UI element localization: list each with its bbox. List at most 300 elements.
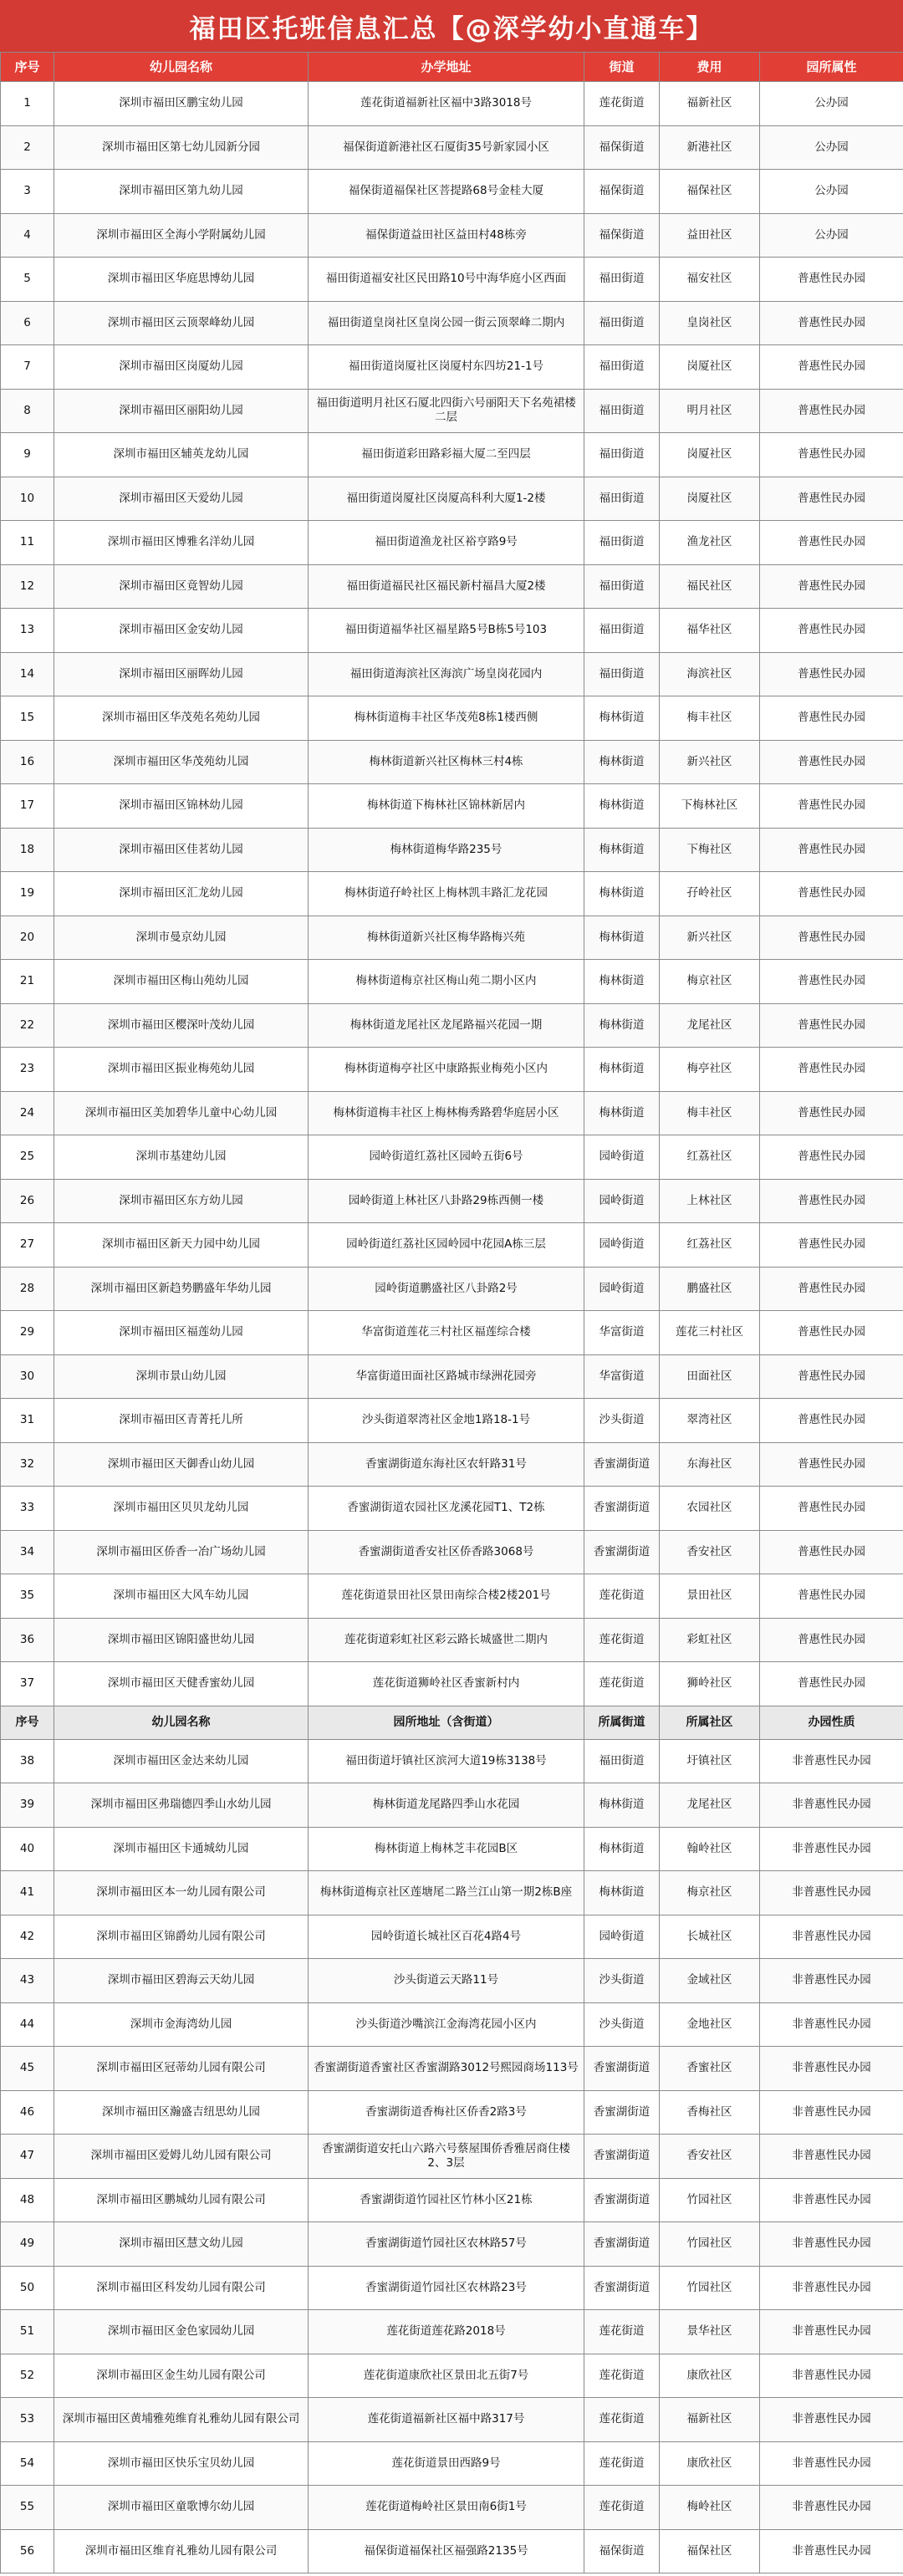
cell-col-index: 22: [1, 1003, 54, 1048]
cell-col-community: 香梅社区: [660, 2090, 760, 2135]
cell-col-index: 2: [1, 125, 54, 170]
cell-col-index: 24: [1, 1091, 54, 1135]
cell-col-name: 深圳市曼京幼儿园: [54, 916, 309, 960]
cell-col-street: 香蜜湖街道: [584, 2178, 660, 2222]
cell-col-street: 香蜜湖街道: [584, 2090, 660, 2135]
cell-col-index: 35: [1, 1574, 54, 1619]
cell-col-type: 非普惠性民办园: [760, 2090, 903, 2135]
cell-col-index: 13: [1, 609, 54, 653]
cell-col-index: 17: [1, 784, 54, 829]
cell-col-address: 梅林街道龙尾社区龙尾路福兴花园一期: [309, 1003, 584, 1048]
table-row: [1, 1530, 903, 1574]
table-row: [1, 2486, 903, 2530]
cell-col-community: 福保社区: [660, 170, 760, 214]
cell-col-community: 福民社区: [660, 564, 760, 609]
cell-col-street: 梅林街道: [584, 1871, 660, 1915]
cell-col-type: 普惠性民办园: [760, 1574, 903, 1619]
cell-col-community: 鹏盛社区: [660, 1267, 760, 1311]
cell-col-street: 梅林街道: [584, 696, 660, 741]
cell-col-community: 岗厦社区: [660, 345, 760, 390]
cell-col-address: 福田街道皇岗社区皇岗公园一街云顶翠峰二期内: [309, 301, 584, 345]
cell-col-address: 梅林街道梅丰社区上梅林梅秀路碧华庭居小区: [309, 1091, 584, 1135]
cell-col-community: 梅岭社区: [660, 2486, 760, 2530]
table-row: [1, 1223, 903, 1268]
cell-col-name: 深圳市福田区梅山苑幼儿园: [54, 960, 309, 1004]
cell-col-community: 梅亭社区: [660, 1048, 760, 1092]
cell-col-address: 福田街道福安社区民田路10号中海华庭小区西面: [309, 258, 584, 302]
cell-col-community: 景田社区: [660, 1574, 760, 1619]
cell-col-type: 普惠性民办园: [760, 828, 903, 872]
cell-col-street: 莲花街道: [584, 1618, 660, 1662]
cell-col-street: 莲花街道: [584, 1662, 660, 1706]
cell-col-type: 普惠性民办园: [760, 872, 903, 916]
cell-col-index: 27: [1, 1223, 54, 1268]
cell-col-street: 香蜜湖街道: [584, 1487, 660, 1531]
cell-col-type: 普惠性民办园: [760, 1179, 903, 1223]
cell-col-type: 普惠性民办园: [760, 564, 903, 609]
cell-col-community: 龙尾社区: [660, 1003, 760, 1048]
cell-col-address: 香蜜湖街道香安社区侨香路3068号: [309, 1530, 584, 1574]
header-col-index: 序号: [1, 53, 54, 82]
table-row: [1, 1003, 903, 1048]
table-row: [1, 872, 903, 916]
cell-col-community: 香蜜社区: [660, 2047, 760, 2091]
cell-col-index: 54: [1, 2441, 54, 2486]
cell-col-index: 32: [1, 1442, 54, 1487]
cell-col-community: 香安社区: [660, 2135, 760, 2179]
cell-col-index: 45: [1, 2047, 54, 2091]
cell-col-street: 福田街道: [584, 258, 660, 302]
cell-col-name: 深圳市福田区黄埔雅苑维育礼雅幼儿园有限公司: [54, 2398, 309, 2442]
cell-col-community: 新港社区: [660, 125, 760, 170]
cell-col-index: 5: [1, 258, 54, 302]
cell-col-type: 普惠性民办园: [760, 477, 903, 521]
cell-col-type: 非普惠性民办园: [760, 2486, 903, 2530]
cell-col-index: 25: [1, 1135, 54, 1180]
cell-col-type: 普惠性民办园: [760, 1442, 903, 1487]
cell-col-street: 梅林街道: [584, 1827, 660, 1871]
table-row: [1, 477, 903, 521]
cell-col-community: 景华社区: [660, 2310, 760, 2354]
cell-col-type: 非普惠性民办园: [760, 1739, 903, 1783]
cell-col-type: 普惠性民办园: [760, 1003, 903, 1048]
cell-col-address: 梅林街道孖岭社区上梅林凯丰路汇龙花园: [309, 872, 584, 916]
cell-col-index: 31: [1, 1399, 54, 1443]
cell-col-community: 康欣社区: [660, 2354, 760, 2398]
cell-col-address: 梅林街道新兴社区梅林三村4栋: [309, 740, 584, 784]
cell-col-community: 农园社区: [660, 1487, 760, 1531]
cell-col-name: 深圳市福田区第七幼儿园新分园: [54, 125, 309, 170]
cell-col-type: 普惠性民办园: [760, 652, 903, 696]
table-row: [1, 258, 903, 302]
cell-col-name: 深圳市福田区鹏城幼儿园有限公司: [54, 2178, 309, 2222]
cell-col-street: 梅林街道: [584, 740, 660, 784]
cell-col-address: 香蜜湖街道农园社区龙溪花园T1、T2栋: [309, 1487, 584, 1531]
table-row: [1, 2178, 903, 2222]
cell-col-community: 龙尾社区: [660, 1783, 760, 1828]
table-row: [1, 2090, 903, 2135]
section-subheader-row: [1, 1706, 903, 1739]
cell-col-street: 香蜜湖街道: [584, 1530, 660, 1574]
cell-col-name: 深圳市福田区全海小学附属幼儿园: [54, 213, 309, 258]
table-row: [1, 433, 903, 477]
cell-col-community: 康欣社区: [660, 2441, 760, 2486]
cell-col-index: 1: [1, 82, 54, 126]
cell-col-community: 孖岭社区: [660, 872, 760, 916]
cell-col-street: 莲花街道: [584, 2354, 660, 2398]
cell-col-name: 深圳市基建幼儿园: [54, 1135, 309, 1180]
cell-col-street: 福保街道: [584, 213, 660, 258]
cell-col-address: 香蜜湖街道竹园社区农林路57号: [309, 2222, 584, 2267]
table-row: [1, 1091, 903, 1135]
table-row: [1, 1354, 903, 1399]
table-row: [1, 2354, 903, 2398]
cell-col-community: 狮岭社区: [660, 1662, 760, 1706]
table-body: [1, 82, 903, 2573]
cell-col-name: 深圳市福田区维育礼雅幼儿园有限公司: [54, 2529, 309, 2573]
table-row: [1, 2398, 903, 2442]
table-row: [1, 1574, 903, 1619]
cell-col-name: 深圳市福田区卡通城幼儿园: [54, 1827, 309, 1871]
table-row: [1, 1827, 903, 1871]
cell-col-community: 新兴社区: [660, 740, 760, 784]
header-col-address: 办学地址: [309, 53, 584, 82]
table-row: [1, 1135, 903, 1180]
cell-col-name: 深圳市景山幼儿园: [54, 1354, 309, 1399]
cell-col-community: 下梅林社区: [660, 784, 760, 829]
table-row: [1, 1783, 903, 1828]
cell-col-address: 梅林街道龙尾路四季山水花园: [309, 1783, 584, 1828]
cell-col-address: 福保街道福保社区菩提路68号金桂大厦: [309, 170, 584, 214]
table-row: [1, 125, 903, 170]
cell-col-address: 园岭街道上林社区八卦路29栋西侧一楼: [309, 1179, 584, 1223]
cell-col-address: 梅林街道梅亭社区中康路振业梅苑小区内: [309, 1048, 584, 1092]
cell-col-name: 深圳市福田区天御香山幼儿园: [54, 1442, 309, 1487]
cell-col-address: 香蜜湖街道香梅社区侨香2路3号: [309, 2090, 584, 2135]
cell-col-name: 深圳市福田区本一幼儿园有限公司: [54, 1871, 309, 1915]
cell-col-name: 深圳市福田区樱深叶茂幼儿园: [54, 1003, 309, 1048]
cell-col-index: 20: [1, 916, 54, 960]
cell-col-type: 非普惠性民办园: [760, 2354, 903, 2398]
cell-col-name: 深圳市福田区锦爵幼儿园有限公司: [54, 1915, 309, 1959]
cell-col-address: 福田街道渔龙社区裕亨路9号: [309, 521, 584, 565]
cell-col-name: 深圳市福田区天爱幼儿园: [54, 477, 309, 521]
cell-col-community: 彩虹社区: [660, 1618, 760, 1662]
cell-col-type: 普惠性民办园: [760, 1487, 903, 1531]
cell-col-street: 园岭街道: [584, 1179, 660, 1223]
cell-col-address: 莲花街道福新社区福中3路3018号: [309, 82, 584, 126]
cell-col-name: 深圳市福田区快乐宝贝幼儿园: [54, 2441, 309, 2486]
cell-col-type: 普惠性民办园: [760, 784, 903, 829]
cell-col-type: 公办园: [760, 125, 903, 170]
header-col-name: 幼儿园名称: [54, 53, 309, 82]
cell-col-community: 翰岭社区: [660, 1827, 760, 1871]
cell-col-street: 梅林街道: [584, 1048, 660, 1092]
cell-col-street: 福田街道: [584, 345, 660, 390]
cell-col-street: 福田街道: [584, 521, 660, 565]
table-row: [1, 1311, 903, 1355]
cell-col-index: 26: [1, 1179, 54, 1223]
cell-col-address: 莲花街道康欣社区景田北五街7号: [309, 2354, 584, 2398]
table-row: [1, 2047, 903, 2091]
cell-col-type: 非普惠性民办园: [760, 2310, 903, 2354]
cell-col-type: 非普惠性民办园: [760, 2002, 903, 2047]
cell-col-address: 华富街道莲花三村社区福莲综合楼: [309, 1311, 584, 1355]
cell-col-index: 53: [1, 2398, 54, 2442]
cell-col-index: 50: [1, 2266, 54, 2310]
table-row: [1, 2135, 903, 2179]
cell-col-community: 皇岗社区: [660, 301, 760, 345]
table-row: [1, 1871, 903, 1915]
cell-col-type: 非普惠性民办园: [760, 2178, 903, 2222]
cell-col-street: 莲花街道: [584, 2441, 660, 2486]
cell-col-street: 福田街道: [584, 564, 660, 609]
cell-col-index: 7: [1, 345, 54, 390]
cell-col-type: 普惠性民办园: [760, 916, 903, 960]
cell-col-community: 圩镇社区: [660, 1739, 760, 1783]
cell-col-name: 深圳市福田区岗厦幼儿园: [54, 345, 309, 390]
cell-col-community: 福安社区: [660, 258, 760, 302]
cell-col-community: 梅丰社区: [660, 696, 760, 741]
cell-col-name: 深圳市福田区童歌博尔幼儿园: [54, 2486, 309, 2530]
cell-col-community: 竹园社区: [660, 2222, 760, 2267]
cell-col-street: 香蜜湖街道: [584, 2047, 660, 2091]
subheader-col-index: 序号: [1, 1706, 54, 1739]
cell-col-type: 非普惠性民办园: [760, 2529, 903, 2573]
cell-col-index: 46: [1, 2090, 54, 2135]
cell-col-community: 福保社区: [660, 2529, 760, 2573]
cell-col-type: 普惠性民办园: [760, 1530, 903, 1574]
cell-col-name: 深圳市福田区天健香蜜幼儿园: [54, 1662, 309, 1706]
cell-col-street: 福田街道: [584, 301, 660, 345]
table-row: [1, 1048, 903, 1092]
cell-col-name: 深圳市福田区金达来幼儿园: [54, 1739, 309, 1783]
cell-col-address: 福田街道海滨社区海滨广场皇岗花园内: [309, 652, 584, 696]
cell-col-name: 深圳市福田区丽阳幼儿园: [54, 389, 309, 433]
cell-col-community: 红荔社区: [660, 1223, 760, 1268]
cell-col-index: 52: [1, 2354, 54, 2398]
cell-col-index: 23: [1, 1048, 54, 1092]
cell-col-type: 普惠性民办园: [760, 1662, 903, 1706]
cell-col-community: 福新社区: [660, 2398, 760, 2442]
subheader-col-community: 所属社区: [660, 1706, 760, 1739]
cell-col-index: 56: [1, 2529, 54, 2573]
cell-col-name: 深圳市金海湾幼儿园: [54, 2002, 309, 2047]
cell-col-community: 金地社区: [660, 2002, 760, 2047]
subheader-col-street: 所属街道: [584, 1706, 660, 1739]
cell-col-name: 深圳市福田区瀚盛吉纽思幼儿园: [54, 2090, 309, 2135]
cell-col-index: 30: [1, 1354, 54, 1399]
cell-col-type: 普惠性民办园: [760, 1399, 903, 1443]
cell-col-street: 梅林街道: [584, 1091, 660, 1135]
cell-col-type: 普惠性民办园: [760, 1048, 903, 1092]
cell-col-address: 莲花街道彩虹社区彩云路长城盛世二期内: [309, 1618, 584, 1662]
cell-col-community: 竹园社区: [660, 2266, 760, 2310]
cell-col-community: 梅京社区: [660, 1871, 760, 1915]
cell-col-name: 深圳市福田区金生幼儿园有限公司: [54, 2354, 309, 2398]
cell-col-name: 深圳市福田区振业梅苑幼儿园: [54, 1048, 309, 1092]
cell-col-name: 深圳市福田区侨香一冶广场幼儿园: [54, 1530, 309, 1574]
cell-col-street: 福保街道: [584, 170, 660, 214]
cell-col-street: 福田街道: [584, 477, 660, 521]
cell-col-name: 深圳市福田区青菁托儿所: [54, 1399, 309, 1443]
cell-col-type: 普惠性民办园: [760, 301, 903, 345]
cell-col-community: 下梅社区: [660, 828, 760, 872]
subheader-col-type: 办园性质: [760, 1706, 903, 1739]
table-row: [1, 1487, 903, 1531]
table-row: [1, 1959, 903, 2003]
cell-col-street: 香蜜湖街道: [584, 2222, 660, 2267]
cell-col-type: 普惠性民办园: [760, 609, 903, 653]
cell-col-street: 园岭街道: [584, 1135, 660, 1180]
cell-col-community: 新兴社区: [660, 916, 760, 960]
table-row: [1, 1662, 903, 1706]
cell-col-address: 福田街道岗厦社区岗厦村东四坊21-1号: [309, 345, 584, 390]
cell-col-address: 园岭街道长城社区百花4路4号: [309, 1915, 584, 1959]
cell-col-street: 梅林街道: [584, 872, 660, 916]
cell-col-index: 21: [1, 960, 54, 1004]
table-row: [1, 828, 903, 872]
cell-col-street: 梅林街道: [584, 784, 660, 829]
cell-col-address: 莲花街道景田西路9号: [309, 2441, 584, 2486]
cell-col-street: 福保街道: [584, 125, 660, 170]
cell-col-index: 48: [1, 2178, 54, 2222]
cell-col-address: 福田街道岗厦社区岗厦高科利大厦1-2楼: [309, 477, 584, 521]
cell-col-street: 莲花街道: [584, 2310, 660, 2354]
table-row: [1, 1399, 903, 1443]
cell-col-street: 莲花街道: [584, 82, 660, 126]
cell-col-community: 岗厦社区: [660, 433, 760, 477]
cell-col-community: 梅京社区: [660, 960, 760, 1004]
cell-col-type: 普惠性民办园: [760, 1091, 903, 1135]
cell-col-street: 福田街道: [584, 433, 660, 477]
cell-col-street: 园岭街道: [584, 1915, 660, 1959]
cell-col-index: 4: [1, 213, 54, 258]
cell-col-street: 福田街道: [584, 1739, 660, 1783]
table-row: [1, 696, 903, 741]
cell-col-name: 深圳市福田区辅英龙幼儿园: [54, 433, 309, 477]
cell-col-community: 明月社区: [660, 389, 760, 433]
table-row: [1, 170, 903, 214]
cell-col-index: 55: [1, 2486, 54, 2530]
table-row: [1, 389, 903, 433]
cell-col-community: 金域社区: [660, 1959, 760, 2003]
cell-col-index: 15: [1, 696, 54, 741]
cell-col-name: 深圳市福田区冠蒂幼儿园有限公司: [54, 2047, 309, 2091]
cell-col-address: 梅林街道梅京社区梅山苑二期小区内: [309, 960, 584, 1004]
cell-col-name: 深圳市福田区贝贝龙幼儿园: [54, 1487, 309, 1531]
table-row: [1, 652, 903, 696]
header-col-type: 园所属性: [760, 53, 903, 82]
cell-col-street: 沙头街道: [584, 1399, 660, 1443]
cell-col-address: 香蜜湖街道东海社区农轩路31号: [309, 1442, 584, 1487]
table-row: [1, 564, 903, 609]
cell-col-address: 沙头街道翠湾社区金地1路18-1号: [309, 1399, 584, 1443]
cell-col-name: 深圳市福田区华庭思博幼儿园: [54, 258, 309, 302]
cell-col-index: 19: [1, 872, 54, 916]
cell-col-address: 园岭街道红荔社区园岭五街6号: [309, 1135, 584, 1180]
cell-col-address: 沙头街道沙嘴滨江金海湾花园小区内: [309, 2002, 584, 2047]
cell-col-address: 华富街道田面社区路城市绿洲花园旁: [309, 1354, 584, 1399]
table-row: [1, 1739, 903, 1783]
cell-col-type: 普惠性民办园: [760, 696, 903, 741]
cell-col-address: 福保街道福保社区福强路2135号: [309, 2529, 584, 2573]
cell-col-address: 香蜜湖街道竹园社区农林路23号: [309, 2266, 584, 2310]
cell-col-community: 红荔社区: [660, 1135, 760, 1180]
table-row: [1, 916, 903, 960]
cell-col-street: 梅林街道: [584, 828, 660, 872]
cell-col-address: 莲花街道莲花路2018号: [309, 2310, 584, 2354]
cell-col-street: 华富街道: [584, 1311, 660, 1355]
cell-col-street: 梅林街道: [584, 960, 660, 1004]
cell-col-name: 深圳市福田区大风车幼儿园: [54, 1574, 309, 1619]
cell-col-community: 田面社区: [660, 1354, 760, 1399]
cell-col-index: 29: [1, 1311, 54, 1355]
cell-col-street: 华富街道: [584, 1354, 660, 1399]
cell-col-community: 翠湾社区: [660, 1399, 760, 1443]
cell-col-street: 梅林街道: [584, 916, 660, 960]
cell-col-street: 福田街道: [584, 389, 660, 433]
cell-col-address: 香蜜湖街道安托山六路六号蔡屋围侨香雅居商住楼2、3层: [309, 2135, 584, 2179]
cell-col-community: 竹园社区: [660, 2178, 760, 2222]
cell-col-name: 深圳市福田区鹏宝幼儿园: [54, 82, 309, 126]
cell-col-type: 非普惠性民办园: [760, 2266, 903, 2310]
cell-col-street: 沙头街道: [584, 2002, 660, 2047]
cell-col-type: 非普惠性民办园: [760, 2222, 903, 2267]
table-row: [1, 1442, 903, 1487]
cell-col-name: 深圳市福田区华茂苑幼儿园: [54, 740, 309, 784]
cell-col-type: 公办园: [760, 82, 903, 126]
table-row: [1, 2222, 903, 2267]
cell-col-street: 福保街道: [584, 2529, 660, 2573]
cell-col-index: 44: [1, 2002, 54, 2047]
cell-col-index: 3: [1, 170, 54, 214]
cell-col-index: 38: [1, 1739, 54, 1783]
cell-col-address: 福田街道彩田路彩福大厦二至四层: [309, 433, 584, 477]
cell-col-type: 非普惠性民办园: [760, 1959, 903, 2003]
cell-col-address: 梅林街道下梅林社区锦林新居内: [309, 784, 584, 829]
cell-col-type: 公办园: [760, 213, 903, 258]
cell-col-name: 深圳市福田区华茂苑名苑幼儿园: [54, 696, 309, 741]
cell-col-index: 9: [1, 433, 54, 477]
cell-col-address: 园岭街道鹏盛社区八卦路2号: [309, 1267, 584, 1311]
cell-col-index: 28: [1, 1267, 54, 1311]
table-row: [1, 960, 903, 1004]
table-row: [1, 521, 903, 565]
cell-col-address: 莲花街道梅岭社区景田南6街1号: [309, 2486, 584, 2530]
subheader-col-address: 园所地址（含街道）: [309, 1706, 584, 1739]
cell-col-type: 普惠性民办园: [760, 389, 903, 433]
cell-col-name: 深圳市福田区博雅名洋幼儿园: [54, 521, 309, 565]
cell-col-index: 37: [1, 1662, 54, 1706]
cell-col-street: 香蜜湖街道: [584, 1442, 660, 1487]
cell-col-name: 深圳市福田区竟智幼儿园: [54, 564, 309, 609]
cell-col-index: 39: [1, 1783, 54, 1828]
cell-col-address: 沙头街道云天路11号: [309, 1959, 584, 2003]
cell-col-community: 福新社区: [660, 82, 760, 126]
cell-col-name: 深圳市福田区碧海云天幼儿园: [54, 1959, 309, 2003]
cell-col-type: 普惠性民办园: [760, 1618, 903, 1662]
cell-col-street: 园岭街道: [584, 1267, 660, 1311]
table-row: [1, 784, 903, 829]
cell-col-community: 海滨社区: [660, 652, 760, 696]
cell-col-address: 梅林街道上梅林芝丰花园B区: [309, 1827, 584, 1871]
cell-col-type: 非普惠性民办园: [760, 2398, 903, 2442]
cell-col-community: 莲花三村社区: [660, 1311, 760, 1355]
cell-col-type: 非普惠性民办园: [760, 1827, 903, 1871]
cell-col-name: 深圳市福田区金色家园幼儿园: [54, 2310, 309, 2354]
cell-col-street: 莲花街道: [584, 1574, 660, 1619]
